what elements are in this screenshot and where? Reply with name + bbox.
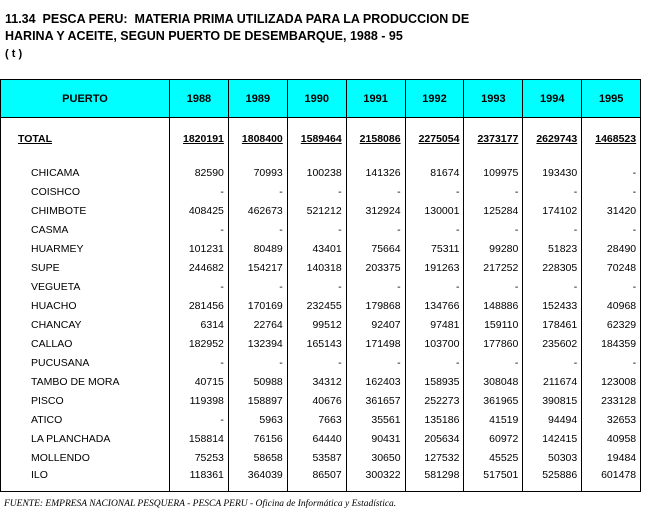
value-cell: 103700 — [405, 334, 464, 353]
value-cell: 217252 — [464, 258, 523, 277]
value-cell: - — [464, 220, 523, 239]
value-cell: 233128 — [582, 391, 641, 410]
value-cell: 525886 — [523, 467, 582, 492]
port-name: CHIMBOTE — [1, 201, 170, 220]
value-cell: - — [405, 277, 464, 296]
value-cell: 141326 — [346, 163, 405, 182]
value-cell: 203375 — [346, 258, 405, 277]
value-cell: 101231 — [170, 239, 229, 258]
value-cell: 109975 — [464, 163, 523, 182]
value-cell: 179868 — [346, 296, 405, 315]
table-row — [1, 410, 641, 429]
table-row — [1, 391, 641, 410]
total-cell: 1589464 — [287, 128, 346, 150]
value-cell: 75311 — [405, 239, 464, 258]
value-cell: 517501 — [464, 467, 523, 492]
value-cell: 90431 — [346, 429, 405, 448]
value-cell: 50303 — [523, 448, 582, 467]
value-cell: 132394 — [228, 334, 287, 353]
table-row — [1, 239, 641, 258]
value-cell: 228305 — [523, 258, 582, 277]
value-cell: 70248 — [582, 258, 641, 277]
header-port: PUERTO — [1, 80, 170, 118]
value-cell: 300322 — [346, 467, 405, 492]
value-cell: 118361 — [170, 467, 229, 492]
table-row — [1, 315, 641, 334]
value-cell: 92407 — [346, 315, 405, 334]
value-cell: 31420 — [582, 201, 641, 220]
value-cell: 581298 — [405, 467, 464, 492]
value-cell: 174102 — [523, 201, 582, 220]
header-year: 1993 — [464, 80, 523, 118]
header-year: 1992 — [405, 80, 464, 118]
port-name: HUARMEY — [1, 239, 170, 258]
value-cell: 45525 — [464, 448, 523, 467]
value-cell: 76156 — [228, 429, 287, 448]
value-cell: 125284 — [464, 201, 523, 220]
value-cell: - — [464, 353, 523, 372]
table-row — [1, 296, 641, 315]
value-cell: 140318 — [287, 258, 346, 277]
value-cell: 182952 — [170, 334, 229, 353]
value-cell: 235602 — [523, 334, 582, 353]
port-name: HUACHO — [1, 296, 170, 315]
value-cell: 43401 — [287, 239, 346, 258]
value-cell: 75253 — [170, 448, 229, 467]
table-row — [1, 429, 641, 448]
value-cell: 158897 — [228, 391, 287, 410]
value-cell: 58658 — [228, 448, 287, 467]
port-name: CASMA — [1, 220, 170, 239]
header-year: 1988 — [170, 80, 229, 118]
port-name: CHICAMA — [1, 163, 170, 182]
total-cell: 1468523 — [582, 128, 641, 150]
value-cell: 99512 — [287, 315, 346, 334]
value-cell: 232455 — [287, 296, 346, 315]
value-cell: 158814 — [170, 429, 229, 448]
value-cell: - — [346, 220, 405, 239]
header-year: 1995 — [582, 80, 641, 118]
port-name: SUPE — [1, 258, 170, 277]
value-cell: 205634 — [405, 429, 464, 448]
value-cell: 601478 — [582, 467, 641, 492]
value-cell: 127532 — [405, 448, 464, 467]
value-cell: 32653 — [582, 410, 641, 429]
value-cell: - — [228, 220, 287, 239]
data-table — [0, 79, 641, 492]
value-cell: 70993 — [228, 163, 287, 182]
value-cell: 97481 — [405, 315, 464, 334]
value-cell: - — [582, 353, 641, 372]
value-cell: 7663 — [287, 410, 346, 429]
total-cell: 2629743 — [523, 128, 582, 150]
value-cell: 177860 — [464, 334, 523, 353]
table-row — [1, 448, 641, 467]
value-cell: 123008 — [582, 372, 641, 391]
value-cell: 390815 — [523, 391, 582, 410]
value-cell: 171498 — [346, 334, 405, 353]
value-cell: 34312 — [287, 372, 346, 391]
value-cell: 134766 — [405, 296, 464, 315]
value-cell: 130001 — [405, 201, 464, 220]
value-cell: - — [287, 220, 346, 239]
table-row — [1, 277, 641, 296]
port-name: ATICO — [1, 410, 170, 429]
value-cell: 184359 — [582, 334, 641, 353]
value-cell: 361657 — [346, 391, 405, 410]
title-line-1: 11.34 PESCA PERU: MATERIA PRIMA UTILIZADA PARA LA PRODUCCION DE — [5, 12, 470, 26]
header-year: 1991 — [346, 80, 405, 118]
port-name: PISCO — [1, 391, 170, 410]
value-cell: 99280 — [464, 239, 523, 258]
value-cell: 64440 — [287, 429, 346, 448]
table-title — [5, 11, 469, 63]
total-cell: 1820191 — [170, 128, 229, 150]
value-cell: 19484 — [582, 448, 641, 467]
total-cell: 2373177 — [464, 128, 523, 150]
value-cell: - — [287, 353, 346, 372]
table-row — [1, 182, 641, 201]
total-row — [1, 128, 641, 150]
value-cell: 53587 — [287, 448, 346, 467]
value-cell: 40715 — [170, 372, 229, 391]
value-cell: 154217 — [228, 258, 287, 277]
table-row — [1, 353, 641, 372]
value-cell: 211674 — [523, 372, 582, 391]
value-cell: - — [346, 353, 405, 372]
value-cell: 40676 — [287, 391, 346, 410]
value-cell: 41519 — [464, 410, 523, 429]
source-footnote: FUENTE: EMPRESA NACIONAL PESQUERA - PESCA PERU - Oficina de Informática y Estadística. — [4, 499, 397, 509]
value-cell: - — [170, 353, 229, 372]
port-name: VEGUETA — [1, 277, 170, 296]
total-cell: 1808400 — [228, 128, 287, 150]
value-cell: - — [228, 277, 287, 296]
value-cell: 162403 — [346, 372, 405, 391]
total-cell: 2158086 — [346, 128, 405, 150]
port-name: PUCUSANA — [1, 353, 170, 372]
value-cell: - — [582, 220, 641, 239]
value-cell: 148886 — [464, 296, 523, 315]
value-cell: 521212 — [287, 201, 346, 220]
value-cell: - — [170, 182, 229, 201]
value-cell: - — [405, 182, 464, 201]
value-cell: - — [523, 182, 582, 201]
value-cell: - — [405, 220, 464, 239]
port-name: MOLLENDO — [1, 448, 170, 467]
value-cell: 364039 — [228, 467, 287, 492]
port-name: CALLAO — [1, 334, 170, 353]
value-cell: - — [523, 353, 582, 372]
value-cell: 6314 — [170, 315, 229, 334]
table-row — [1, 372, 641, 391]
value-cell: - — [346, 277, 405, 296]
value-cell: 252273 — [405, 391, 464, 410]
value-cell: 60972 — [464, 429, 523, 448]
value-cell: - — [523, 220, 582, 239]
table-row — [1, 467, 641, 492]
value-cell: 94494 — [523, 410, 582, 429]
port-name: LA PLANCHADA — [1, 429, 170, 448]
value-cell: 281456 — [170, 296, 229, 315]
value-cell: - — [287, 277, 346, 296]
value-cell: 40958 — [582, 429, 641, 448]
value-cell: - — [287, 182, 346, 201]
table-row — [1, 163, 641, 182]
value-cell: 50988 — [228, 372, 287, 391]
value-cell: 361965 — [464, 391, 523, 410]
value-cell: 35561 — [346, 410, 405, 429]
value-cell: 408425 — [170, 201, 229, 220]
port-name: CHANCAY — [1, 315, 170, 334]
port-name: TAMBO DE MORA — [1, 372, 170, 391]
value-cell: 191263 — [405, 258, 464, 277]
value-cell: - — [228, 353, 287, 372]
header-year: 1994 — [523, 80, 582, 118]
value-cell: 244682 — [170, 258, 229, 277]
value-cell: 158935 — [405, 372, 464, 391]
value-cell: 142415 — [523, 429, 582, 448]
value-cell: 312924 — [346, 201, 405, 220]
value-cell: 5963 — [228, 410, 287, 429]
value-cell: 462673 — [228, 201, 287, 220]
table-row — [1, 220, 641, 239]
header-year: 1990 — [287, 80, 346, 118]
table-body — [1, 118, 641, 492]
title-line-2: HARINA Y ACEITE, SEGUN PUERTO DE DESEMBARQUE, 1988 - 95 — [5, 29, 403, 43]
value-cell: - — [346, 182, 405, 201]
header-row — [1, 80, 641, 118]
value-cell: - — [582, 163, 641, 182]
total-cell: 2275054 — [405, 128, 464, 150]
table-row — [1, 334, 641, 353]
table-row — [1, 258, 641, 277]
value-cell: 28490 — [582, 239, 641, 258]
value-cell: 165143 — [287, 334, 346, 353]
value-cell: 178461 — [523, 315, 582, 334]
value-cell: 40968 — [582, 296, 641, 315]
port-name: ILO — [1, 467, 170, 492]
header-year: 1989 — [228, 80, 287, 118]
value-cell: 75664 — [346, 239, 405, 258]
value-cell: - — [170, 277, 229, 296]
value-cell: 62329 — [582, 315, 641, 334]
table-row — [1, 201, 641, 220]
value-cell: 51823 — [523, 239, 582, 258]
value-cell: 135186 — [405, 410, 464, 429]
port-name: COISHCO — [1, 182, 170, 201]
value-cell: - — [582, 277, 641, 296]
value-cell: 81674 — [405, 163, 464, 182]
value-cell: - — [582, 182, 641, 201]
value-cell: 119398 — [170, 391, 229, 410]
value-cell: 30650 — [346, 448, 405, 467]
value-cell: 159110 — [464, 315, 523, 334]
title-unit: ( t ) — [5, 48, 23, 60]
value-cell: 308048 — [464, 372, 523, 391]
value-cell: - — [523, 277, 582, 296]
value-cell: - — [228, 182, 287, 201]
value-cell: - — [170, 220, 229, 239]
value-cell: 100238 — [287, 163, 346, 182]
value-cell: - — [170, 410, 229, 429]
value-cell: 86507 — [287, 467, 346, 492]
value-cell: 82590 — [170, 163, 229, 182]
value-cell: 22764 — [228, 315, 287, 334]
total-label: TOTAL — [1, 128, 170, 150]
value-cell: - — [464, 182, 523, 201]
value-cell: - — [464, 277, 523, 296]
value-cell: - — [405, 353, 464, 372]
value-cell: 170169 — [228, 296, 287, 315]
value-cell: 193430 — [523, 163, 582, 182]
value-cell: 152433 — [523, 296, 582, 315]
value-cell: 80489 — [228, 239, 287, 258]
